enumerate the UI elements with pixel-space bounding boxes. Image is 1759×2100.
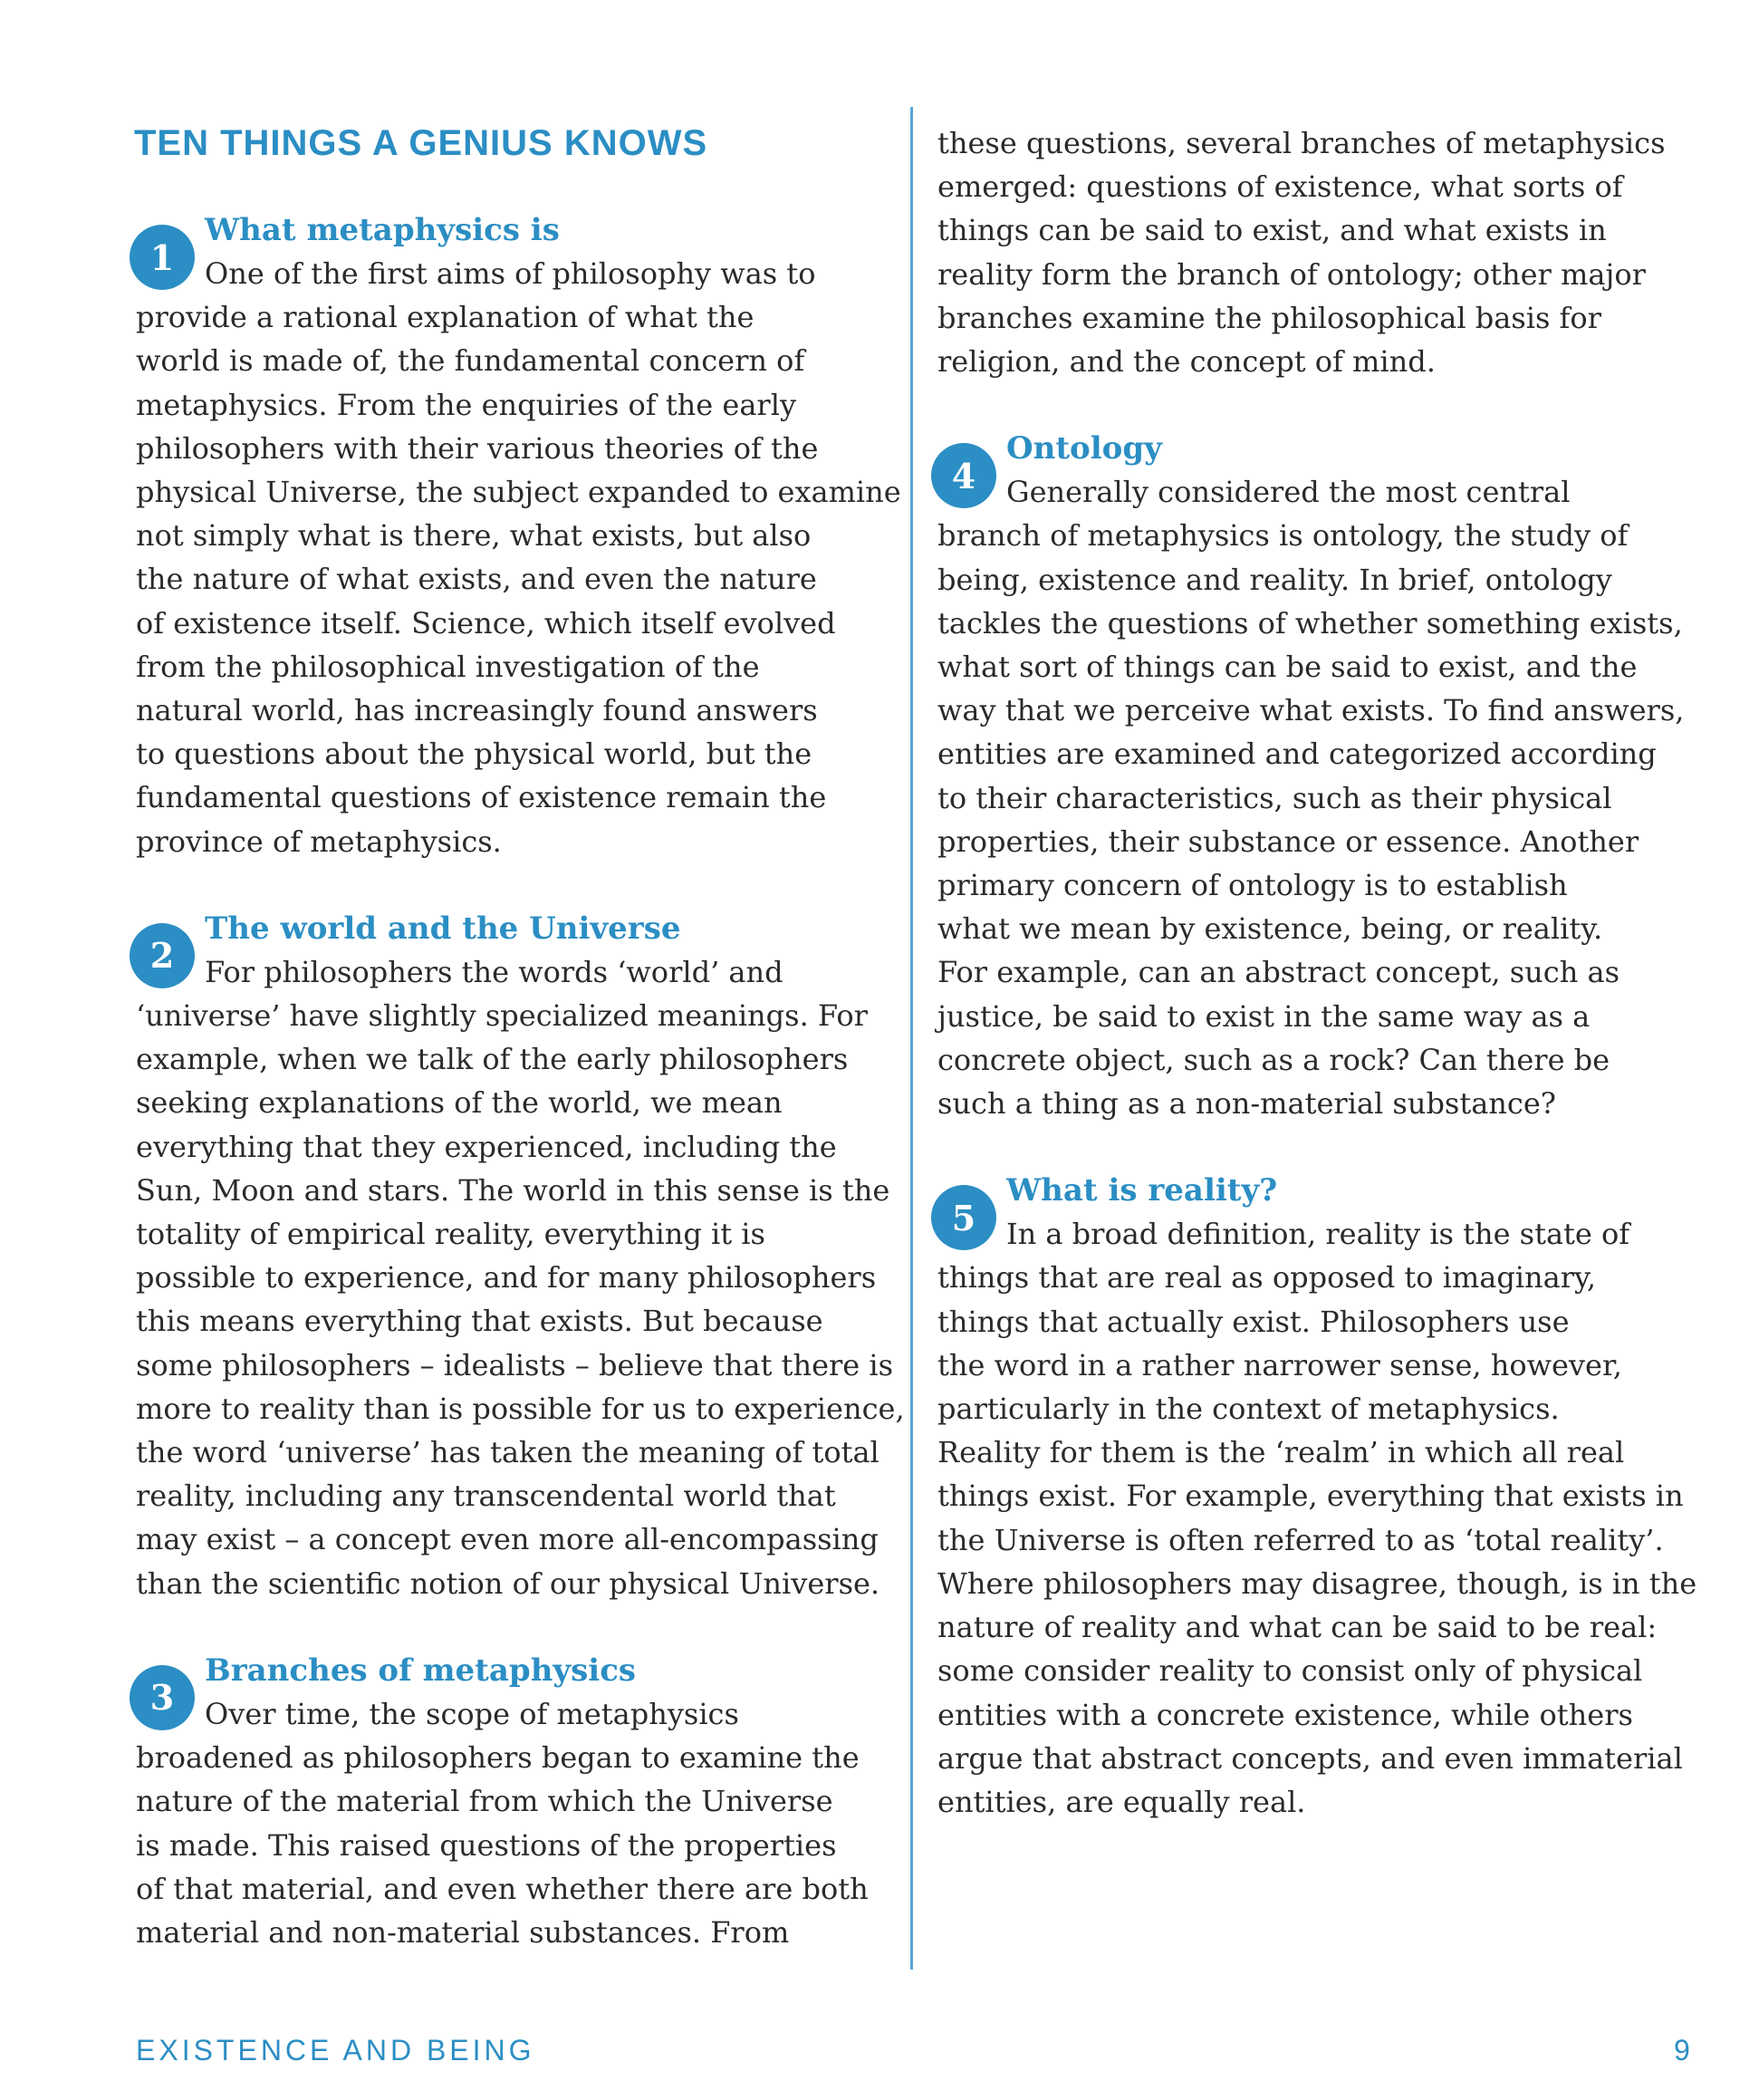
text-line: nature of reality and what can be said to be real: — [937, 1610, 1658, 1645]
text-line: things exist. For example, everything that exists in — [937, 1479, 1684, 1514]
text-line: this means everything that exists. But because — [136, 1304, 823, 1339]
text-line: example, when we talk of the early philosophers — [136, 1042, 849, 1077]
text-line: properties, their substance or essence. Another — [937, 824, 1639, 859]
section-body — [937, 470, 1689, 1125]
text-line: broadened as philosophers began to examine the — [136, 1740, 860, 1776]
text-line: reality form the branch of ontology; other major — [937, 256, 1646, 292]
text-line: physical Universe, the subject expanded to examine — [136, 475, 901, 510]
text-line: Where philosophers may disagree, though, is in the — [937, 1565, 1697, 1601]
text-line: the nature of what exists, and even the nature — [136, 562, 817, 597]
text-line: the word in a rather narrower sense, however, — [937, 1347, 1622, 1382]
text-line: these questions, several branches of metaphysics — [937, 126, 1666, 160]
text-line: Over time, the scope of metaphysics — [205, 1696, 739, 1731]
text-line: fundamental questions of existence remain the — [136, 780, 827, 815]
section-body — [136, 950, 905, 1605]
section-number-badge: 5 — [931, 1185, 996, 1250]
text-line: more to reality than is possible for us to experience, — [136, 1391, 905, 1426]
text-line: what sort of things can be said to exist, and the — [937, 650, 1638, 685]
text-line: entities are examined and categorized according — [937, 737, 1657, 772]
text-line: province of metaphysics. — [136, 824, 502, 859]
text-line: For philosophers the words ‘world’ and — [205, 954, 783, 989]
text-line: seeking explanations of the world, we mean — [136, 1085, 783, 1121]
text-line: of that material, and even whether there are both — [136, 1871, 869, 1906]
section-2 — [136, 907, 905, 1605]
section-body — [136, 252, 901, 863]
text-line: the word ‘universe’ has taken the meaning of total — [136, 1435, 880, 1470]
text-line: to their characteristics, such as their physical — [937, 780, 1612, 815]
text-line: justice, be said to exist in the same way as a — [937, 998, 1591, 1034]
section-body — [136, 1692, 888, 1954]
section-1 — [136, 208, 901, 863]
text-line: emerged: questions of existence, what sorts of — [937, 169, 1623, 205]
text-line: from the philosophical investigation of the — [136, 649, 760, 684]
text-line: possible to experience, and for many philosophers — [136, 1260, 877, 1296]
text-line: natural world, has increasingly found answers — [136, 693, 818, 728]
text-line: everything that they experienced, including the — [136, 1129, 837, 1164]
text-line: tackles the questions of whether something exists, — [937, 605, 1683, 641]
text-line: things that actually exist. Philosophers use — [937, 1304, 1570, 1339]
text-line: reality, including any transcendental world that — [136, 1479, 836, 1514]
text-line: world is made of, the fundamental concern of — [136, 343, 805, 379]
left-column — [136, 208, 905, 1998]
text-line: particularly in the context of metaphysics. — [937, 1392, 1560, 1427]
text-line: things can be said to exist, and what exists in — [937, 213, 1607, 248]
text-line: concrete object, such as a rock? Can there be — [937, 1042, 1610, 1077]
section-number-badge: 4 — [931, 443, 996, 508]
page-title: TEN THINGS A GENIUS KNOWS — [134, 123, 708, 163]
text-line: totality of empirical reality, everything it is — [136, 1217, 765, 1252]
text-line: of existence itself. Science, which itself evolved — [136, 605, 836, 641]
text-line: some consider reality to consist only of physical — [937, 1653, 1643, 1689]
text-line: branch of metaphysics is ontology, the study of — [937, 518, 1629, 554]
text-line: One of the first aims of philosophy was to — [205, 256, 816, 291]
text-line: entities with a concrete existence, while others — [937, 1697, 1633, 1732]
text-line: way that we perceive what exists. To find answers, — [937, 693, 1685, 728]
section-number-badge: 1 — [130, 225, 195, 290]
column-divider — [910, 107, 913, 1970]
section-3 — [136, 1649, 888, 1954]
text-line: material and non-material substances. From — [136, 1914, 790, 1950]
text-line: religion, and the concept of mind. — [937, 344, 1436, 380]
footer-section-name: EXISTENCE AND BEING — [136, 2034, 535, 2066]
section-title: What metaphysics is — [205, 212, 560, 248]
text-line: provide a rational explanation of what the — [136, 300, 755, 335]
text-line: Sun, Moon and stars. The world in this sense is the — [136, 1172, 890, 1208]
section-body — [937, 1212, 1697, 1824]
section-number-badge: 2 — [130, 923, 195, 988]
text-line: ‘universe’ have slightly specialized meanings. For — [136, 998, 868, 1034]
text-line: Generally considered the most central — [1006, 475, 1571, 510]
continued-text — [937, 121, 1689, 383]
section-title: Branches of metaphysics — [205, 1652, 637, 1689]
section-title: Ontology — [1006, 430, 1162, 467]
text-line: such a thing as a non-material substance? — [937, 1086, 1556, 1122]
text-line: is made. This raised questions of the properties — [136, 1827, 837, 1863]
text-line: branches examine the philosophical basis for — [937, 300, 1601, 335]
section-4 — [937, 427, 1689, 1125]
text-line: what we mean by existence, being, or reality. — [937, 911, 1603, 947]
text-line: to questions about the physical world, but the — [136, 737, 812, 772]
page-number: 9 — [1674, 2034, 1690, 2066]
text-line: entities, are equally real. — [937, 1784, 1306, 1819]
text-line: nature of the material from which the Universe — [136, 1784, 833, 1819]
right-column — [937, 121, 1697, 1867]
text-line: may exist – a concept even more all-encompassing — [136, 1522, 879, 1557]
text-line: metaphysics. From the enquiries of the early — [136, 387, 797, 422]
text-line: than the scientific notion of our physical Universe. — [136, 1565, 880, 1601]
text-line: being, existence and reality. In brief, ontology — [937, 562, 1612, 597]
text-line: primary concern of ontology is to establish — [937, 868, 1568, 903]
text-line: Reality for them is the ‘realm’ in which all real — [937, 1435, 1625, 1470]
section-5 — [937, 1169, 1697, 1824]
section-number-badge: 3 — [130, 1665, 195, 1730]
text-line: some philosophers – idealists – believe that there is — [136, 1347, 894, 1382]
text-line: philosophers with their various theories of the — [136, 430, 819, 466]
section-title: The world and the Universe — [205, 910, 681, 947]
text-line: the Universe is often referred to as ‘total reality’. — [937, 1522, 1664, 1557]
text-line: not simply what is there, what exists, but also — [136, 518, 812, 554]
text-line: In a broad definition, reality is the state of — [1006, 1217, 1630, 1252]
text-line: things that are real as opposed to imaginary, — [937, 1260, 1597, 1296]
text-line: For example, can an abstract concept, such as — [937, 955, 1620, 990]
text-line: argue that abstract concepts, and even immaterial — [937, 1740, 1683, 1776]
section-title: What is reality? — [1006, 1172, 1278, 1209]
